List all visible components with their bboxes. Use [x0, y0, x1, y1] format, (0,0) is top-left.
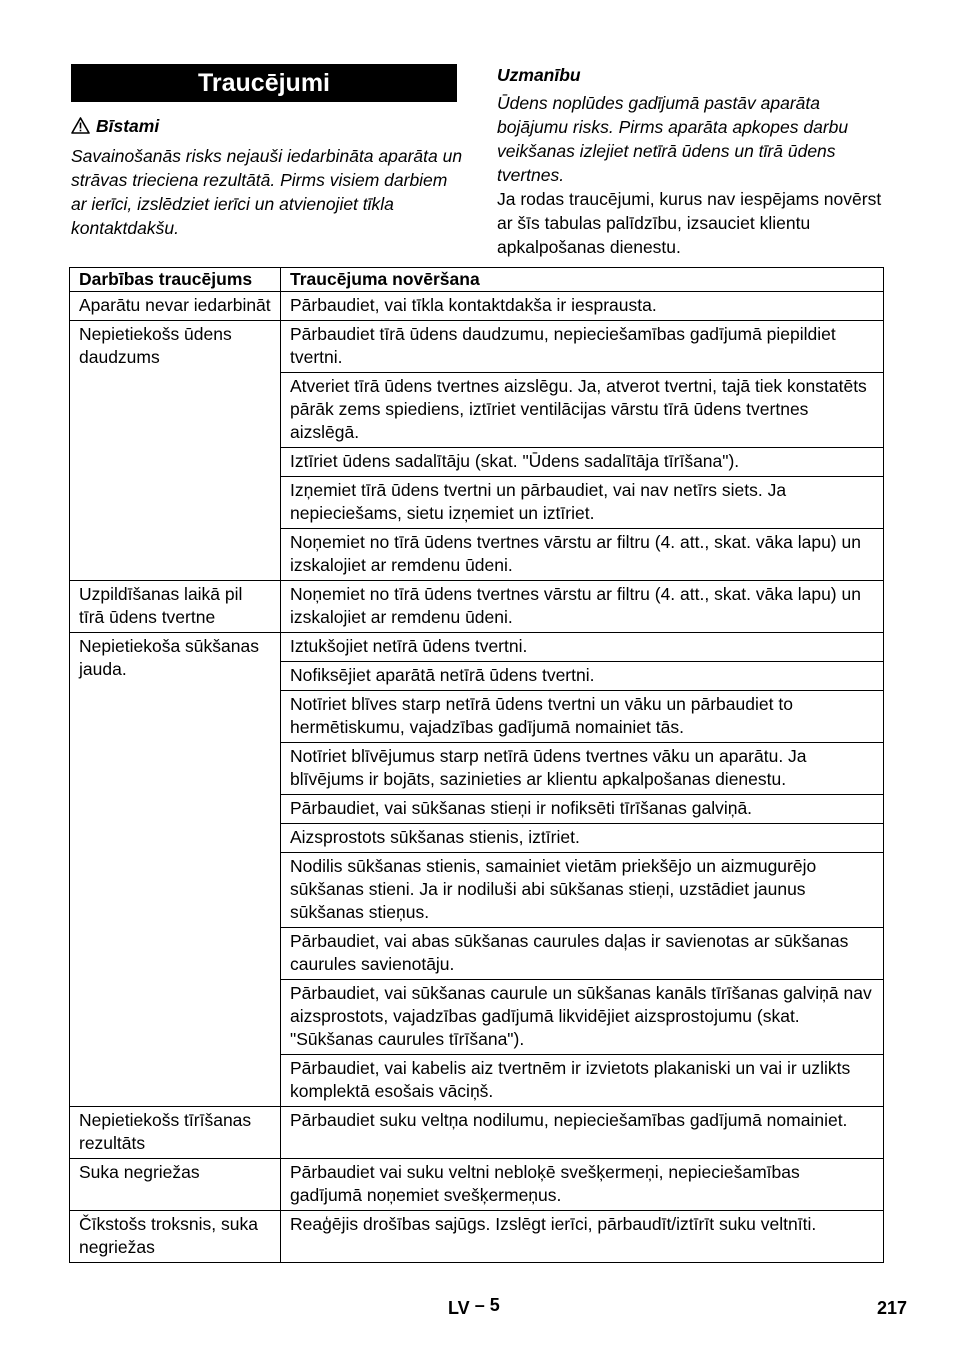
fault-table-body [70, 292, 884, 1263]
remedy-cell: Nofiksējiet aparātā netīrā ūdens tvertni. [281, 662, 884, 691]
fault-cell: Nepietiekošs tīrīšanas rezultāts [70, 1107, 281, 1159]
remedy-cell: Iztīriet ūdens sadalītāju (skat. "Ūdens sadalītāja tīrīšana"). [281, 448, 884, 477]
fault-cell: Uzpildīšanas laikā pil tīrā ūdens tvertne [70, 581, 281, 633]
table-row [70, 1107, 884, 1159]
caution-text: Ūdens noplūdes gadījumā pastāv aparāta bojājumu risks. Pirms aparāta apkopes darbu veikšanas izlejiet netīrā ūdens un tīrā ūdens tvertnes. [497, 93, 849, 185]
remedy-cell: Pārbaudiet tīrā ūdens daudzumu, nepieciešamības gadījumā piepildiet tvertni. [281, 321, 884, 373]
section-title: Traucējumi [71, 64, 457, 102]
remedy-cell: Pārbaudiet, vai kabelis aiz tvertnēm ir izvietots plakaniski un vai ir uzlikts komplektā esošais vāciņš. [281, 1055, 884, 1107]
page-number: 217 [877, 1298, 908, 1318]
remedy-cell: Atveriet tīrā ūdens tvertnes aizslēgu. Ja, atverot tvertni, tajā tiek konstatēts pārāk zems spiediens, iztīriet ventilācijas vārstu tīrā ūdens tvertnes aizslēgā. [281, 373, 884, 448]
table-row [70, 292, 884, 321]
fault-table [69, 267, 884, 1263]
fault-cell: Suka negriežas [70, 1159, 281, 1211]
fault-cell: Aparātu nevar iedarbināt [70, 292, 281, 321]
remedy-cell: Noņemiet no tīrā ūdens tvertnes vārstu ar filtru (4. att., skat. vāka lapu) un izskalojiet ar remdenu ūdeni. [281, 529, 884, 581]
danger-heading-row [71, 114, 159, 138]
footer-lang-page [448, 1295, 500, 1319]
table-row [70, 321, 884, 373]
header-fault: Darbības traucējums [70, 268, 281, 292]
table-row [70, 1211, 884, 1263]
fault-cell: Čīkstošs troksnis, suka negriežas [70, 1211, 281, 1263]
table-row [70, 633, 884, 662]
remedy-cell: Pārbaudiet, vai abas sūkšanas caurules daļas ir savienotas ar sūkšanas caurules savienotāju. [281, 928, 884, 980]
remedy-cell: Notīriet blīvējumus starp netīrā ūdens tvertnes vāku un aparātu. Ja blīvējums ir bojāts, sazinieties ar klientu apkalpošanas dienestu. [281, 743, 884, 795]
remedy-cell: Reaģējis drošības sajūgs. Izslēgt ierīci, pārbaudīt/iztīrīt suku veltnīti. [281, 1211, 884, 1263]
fault-cell: Nepietiekoša sūkšanas jauda. [70, 633, 281, 1107]
table-row [70, 1159, 884, 1211]
warning-triangle-icon [71, 117, 90, 134]
remedy-cell: Notīriet blīves starp netīrā ūdens tvertni un vāku un pārbaudiet to hermētiskumu, vajadzības gadījumā nomainiet tās. [281, 691, 884, 743]
remedy-cell: Pārbaudiet, vai sūkšanas stieņi ir nofiksēti tīrīšanas galviņā. [281, 795, 884, 824]
remedy-cell: Izņemiet tīrā ūdens tvertni un pārbaudiet, vai nav netīrs siets. Ja nepieciešams, sietu izņemiet un iztīriet. [281, 477, 884, 529]
intro-text: Ja rodas traucējumi, kurus nav iespējams novērst ar šīs tabulas palīdzību, izsauciet klientu apkalpošanas dienestu. [497, 189, 882, 257]
remedy-cell: Pārbaudiet vai suku veltni nebloķē svešķermeņi, nepieciešamības gadījumā noņemiet svešķermeņus. [281, 1159, 884, 1211]
remedy-cell: Pārbaudiet suku veltņa nodilumu, nepieciešamības gadījumā nomainiet. [281, 1107, 884, 1159]
remedy-cell: Aizsprostots sūkšanas stienis, iztīriet. [281, 824, 884, 853]
remedy-cell: Noņemiet no tīrā ūdens tvertnes vārstu ar filtru (4. att., skat. vāka lapu) un izskalojiet ar remdenu ūdeni. [281, 581, 884, 633]
danger-text: Savainošanās risks nejauši iedarbināta aparāta un strāvas trieciena rezultātā. Pirms visiem darbiem ar ierīci, izslēdziet ierīci un atvienojiet tīkla kontaktdakšu. [71, 146, 463, 238]
table-header-row [70, 268, 884, 292]
table-row [70, 581, 884, 633]
remedy-cell: Pārbaudiet, vai sūkšanas caurule un sūkšanas kanāls tīrīšanas galviņā nav aizsprostots, vajadzības gadījumā likvidējiet aizsprostojumu (skat. "Sūkšanas caurules tīrīšana"). [281, 980, 884, 1055]
danger-heading: Bīstami [96, 116, 160, 136]
fault-cell: Nepietiekošs ūdens daudzums [70, 321, 281, 581]
remedy-cell: Nodilis sūkšanas stienis, samainiet vietām priekšējo un aizmugurējo sūkšanas stieni. Ja ir nodiluši abi sūkšanas stieņi, uzstādiet jaunus sūkšanas stieņus. [281, 853, 884, 928]
remedy-cell: Iztukšojiet netīrā ūdens tvertni. [281, 633, 884, 662]
footer-sub-page: – 5 [474, 1295, 500, 1315]
footer-lang: LV [448, 1298, 470, 1318]
caution-heading: Uzmanību [497, 65, 581, 85]
header-remedy: Traucējuma novēršana [281, 268, 884, 292]
remedy-cell: Pārbaudiet, vai tīkla kontaktdakša ir iesprausta. [281, 292, 884, 321]
